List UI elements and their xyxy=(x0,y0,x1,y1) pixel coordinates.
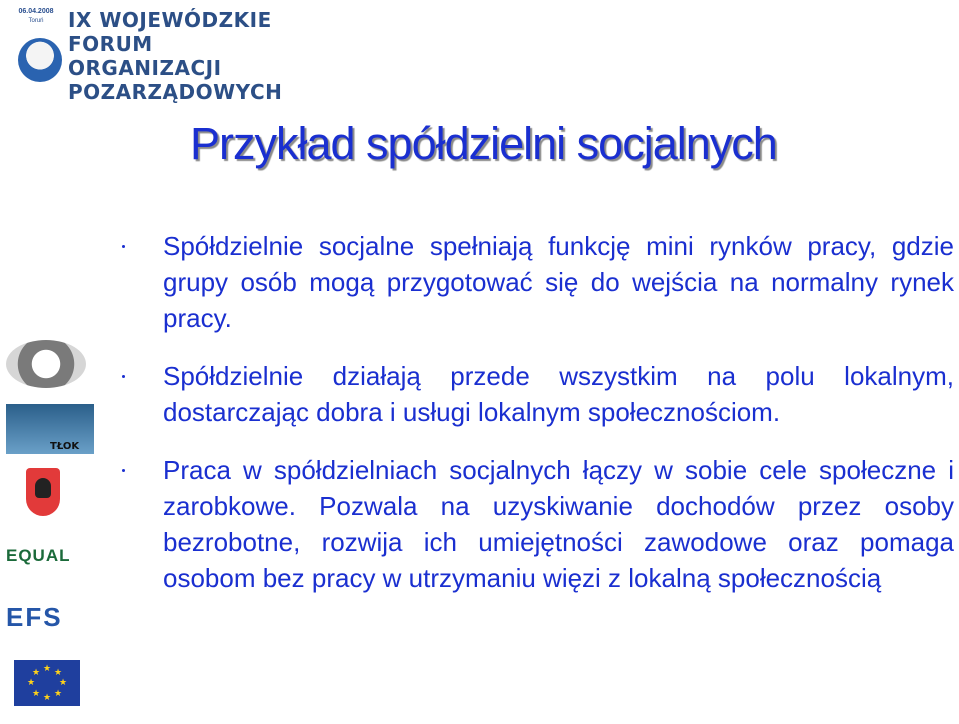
partner-logos xyxy=(6,340,96,724)
bullet-dot-icon xyxy=(122,245,125,248)
tlok-label: TŁOK xyxy=(50,441,80,452)
efs-label: EFS xyxy=(6,602,63,632)
bullet-item-1 xyxy=(118,228,954,336)
bullet-text: Spółdzielnie socjalne spełniają funkcję mini rynków pracy, gdzie grupy osób mogą przygotować się do wejścia na normalny rynek pracy. xyxy=(163,231,954,333)
eu-flag-logo xyxy=(6,660,96,710)
bsp-emblem-icon xyxy=(6,340,86,388)
bsp-logo xyxy=(6,340,96,390)
bullet-list xyxy=(118,228,954,618)
bullet-dot-icon xyxy=(122,469,125,472)
tlok-emblem-icon xyxy=(6,404,94,454)
badge-place: Toruń xyxy=(28,18,44,24)
badge-date: 06.04.2008 xyxy=(18,8,54,15)
bullet-text: Spółdzielnie działają przede wszystkim na polu lokalnym, dostarczając dobra i usługi lokalnym społecznościom. xyxy=(163,361,954,427)
tlok-logo xyxy=(6,404,96,454)
efs-logo xyxy=(6,596,96,646)
slide-title: Przykład spółdzielni socjalnych xyxy=(190,118,777,169)
bullet-item-2 xyxy=(118,358,954,430)
equal-logo xyxy=(6,532,96,582)
forum-name-line-3: POZARZĄDOWYCH xyxy=(68,80,283,104)
forum-name xyxy=(68,8,282,104)
equal-label: EQUAL xyxy=(6,546,71,565)
coat-of-arms-icon xyxy=(26,468,60,516)
forum-emblem-icon xyxy=(18,38,62,82)
forum-name-line-2: FORUM ORGANIZACJI xyxy=(68,32,222,80)
forum-name-line-1: IX WOJEWÓDZKIE xyxy=(68,8,272,32)
bullet-text: Praca w spółdzielniach socjalnych łączy w sobie cele społeczne i zarobkowe. Pozwala na uzyskiwanie dochodów przez osoby bezrobotne, rozwija ich umiejętności zawodowe oraz pomaga osobom bez pracy w utrzymaniu więzi z lokalną społecznością xyxy=(163,455,954,593)
voivodeship-coat-of-arms xyxy=(6,468,96,518)
eu-flag-icon: ★ ★ ★ ★ ★ ★ ★ ★ xyxy=(14,660,80,706)
bullet-dot-icon xyxy=(122,375,125,378)
bullet-item-3 xyxy=(118,452,954,596)
forum-header-logo xyxy=(10,8,283,104)
